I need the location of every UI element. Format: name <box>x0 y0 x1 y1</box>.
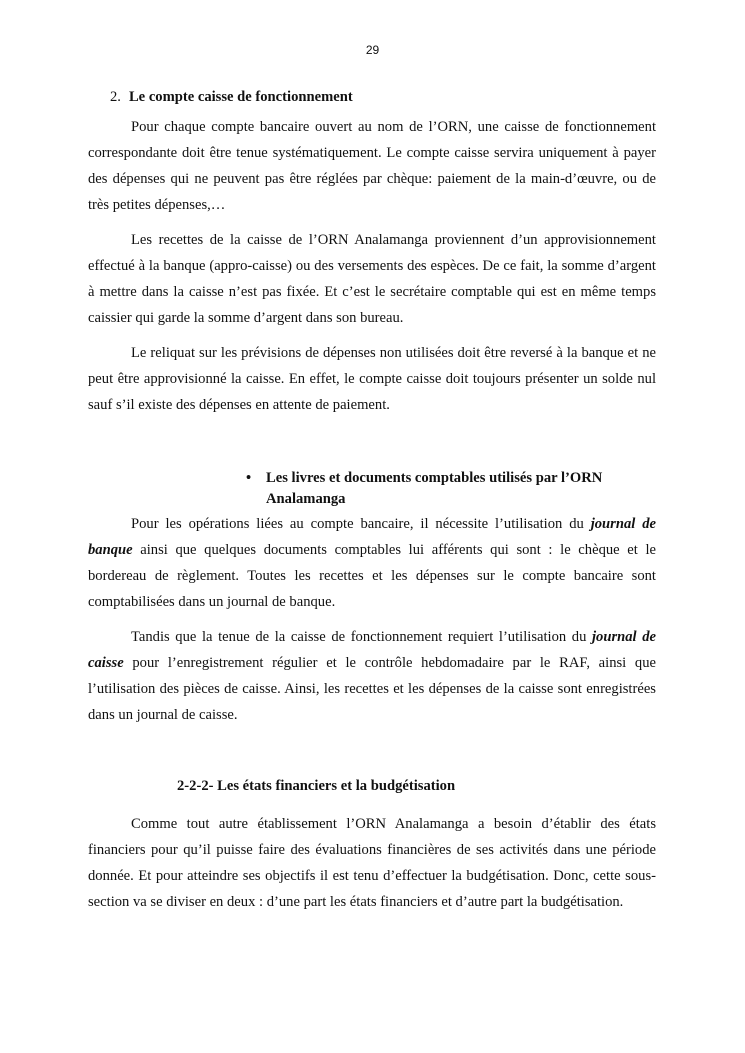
section-title: Le compte caisse de fonctionnement <box>128 89 353 105</box>
bullet-icon: • <box>246 470 252 486</box>
bullet-heading-livres <box>246 468 626 510</box>
bullet-heading-text: Les livres et documents comptables utilisés par l’ORN Analamanga <box>266 470 603 507</box>
paragraph-caisse-reliquat: Le reliquat sur les prévisions de dépenses non utilisées doit être reversé à la banque et ne peut être approvisionné la caisse. En effet, le compte caisse doit toujours présenter un solde nul sauf s’il existe des dépenses en attente de paiement. <box>88 345 656 413</box>
journal-caisse-term: journal de caisse <box>88 629 656 671</box>
paragraph-text: pour l’enregistrement régulier et le contrôle hebdomadaire par le RAF, ainsi que l’utilisation des pièces de caisse. Ainsi, les recettes et les dépenses de la caisse sont enregistrées dans un journal de caisse. <box>88 655 656 723</box>
paragraph-journal-banque <box>88 511 656 615</box>
journal-banque-term: journal de banque <box>88 516 656 558</box>
page-number: 29 <box>365 43 380 57</box>
paragraph-etats-financiers: Comme tout autre établissement l’ORN Analamanga a besoin d’établir des états financiers pour qu’il puisse faire des évaluations financières de ses activités dans une période donnée. Et pour atteindre ses objectifs il est tenu d’effectuer la budgétisation. Donc, cette sous-section va se diviser en deux : d’une part les états financiers et d’autre part la budgétisation. <box>88 816 656 910</box>
paragraph-caisse-definition: Pour chaque compte bancaire ouvert au nom de l’ORN, une caisse de fonctionnement correspondante doit être tenue systématiquement. Le compte caisse servira uniquement à payer des dépenses qui ne peuvent pas être réglées par chèque: paiement de la main-d’œuvre, ou de très petites dépenses,… <box>88 119 656 213</box>
paragraph-text: Pour les opérations liées au compte bancaire, il nécessite l’utilisation du <box>131 516 591 532</box>
paragraph-text: ainsi que quelques documents comptables lui afférents qui sont : le chèque et le bordereau de règlement. Toutes les recettes et les dépenses sur le compte bancaire sont comptabilisées dans un journal de banque. <box>88 542 656 610</box>
paragraph-journal-caisse <box>88 624 656 728</box>
section-heading-caisse <box>110 89 353 106</box>
subsection-title-etats-financiers: 2-2-2- Les états financiers et la budgétisation <box>177 778 456 794</box>
paragraph-caisse-recettes: Les recettes de la caisse de l’ORN Analamanga proviennent d’un approvisionnement effectué à la banque (appro-caisse) ou des versements des espèces. De ce fait, la somme d’argent à mettre dans la caisse n’est pas fixée. Et c’est le secrétaire comptable qui est en même temps caissier qui garde la somme d’argent dans son bureau. <box>88 232 656 326</box>
paragraph-text: Tandis que la tenue de la caisse de fonctionnement requiert l’utilisation du <box>131 629 592 645</box>
section-number: 2. <box>110 89 121 105</box>
